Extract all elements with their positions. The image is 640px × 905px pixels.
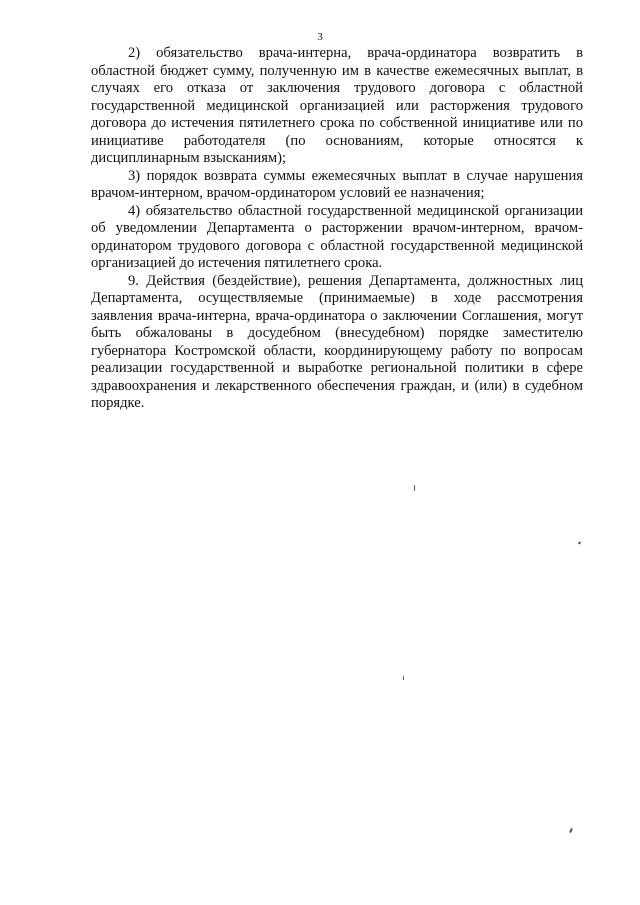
document-body bbox=[91, 45, 583, 413]
scan-speck bbox=[403, 676, 404, 680]
paragraph-section-9: 9. Действия (бездействие), решения Департамента, должностных лиц Департамента, осуществляемые (принимаемые) в ходе рассмотрения заявления врача-интерна, врача-ординатора о заключении Соглашения, могут быть обжалованы в досудебном (внесудебном) порядке заместителю губернатора Костромской области, координирующему работу по вопросам реализации государственной и выработке региональной политики в сфере здравоохранения и лекарственного обеспечения граждан, и (или) в судебном порядке. bbox=[91, 272, 583, 411]
scan-speck bbox=[569, 828, 573, 833]
paragraph-clause-4: 4) обязательство областной государственной медицинской организации об уведомлении Департамента о расторжении врачом-интерном, врачом-ординатором трудового договора с областной государственной медицинской организацией до истечения пятилетнего срока. bbox=[91, 202, 583, 271]
paragraph-clause-2: 2) обязательство врача-интерна, врача-ординатора возвратить в областной бюджет сумму, полученную им в качестве ежемесячных выплат, в случаях его отказа от заключения трудового договора с областной государственной медицинской организацией или расторжения трудового договора до истечения пятилетнего срока по собственной инициативе или по инициативе работодателя (по основаниям, которые относятся к дисциплинарным взысканиям); bbox=[91, 45, 583, 166]
scan-speck bbox=[578, 541, 582, 544]
paragraph-clause-3: 3) порядок возврата суммы ежемесячных выплат в случае нарушения врачом-интерном, врачом-ординатором условий ее назначения; bbox=[91, 167, 583, 201]
scan-speck bbox=[414, 485, 415, 491]
page-number: 3 bbox=[317, 31, 323, 43]
